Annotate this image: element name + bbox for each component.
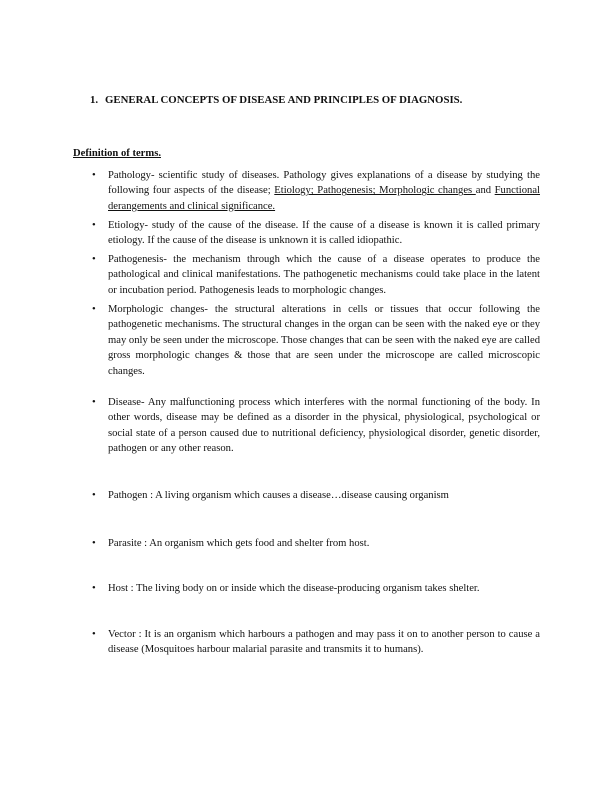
section-title: GENERAL CONCEPTS OF DISEASE AND PRINCIPLES OF DIAGNOSIS. — [105, 94, 463, 106]
item-text: Pathogenesis- the mechanism through which the cause of a disease operates to produce the pathological and clinical manifestations. The pathogenetic mechanisms could take place in the latent or incubation period. Pathogenesis leads to morphologic changes. — [108, 254, 540, 296]
underlined-text: Etiology; Pathogenesis; Morphologic changes — [274, 185, 476, 197]
item-text: Host : The living body on or inside which the disease-producing organism takes shelter. — [108, 583, 480, 594]
bullet-icon: • — [92, 629, 96, 640]
item-text: Disease- Any malfunctioning process which interferes with the normal functioning of the body. In other words, disease may be defined as a disorder in the physical, physiological, psychological or social state of a person caused due to nutritional deficiency, physiological disorder, genetic disorder, pathogen or any other reason. — [108, 397, 540, 455]
list-item — [92, 252, 540, 298]
item-text: Pathogen : A living organism which causes a disease…disease causing organism — [108, 490, 449, 501]
bullet-icon: • — [92, 304, 96, 315]
list-item — [92, 581, 540, 596]
bullet-icon: • — [92, 397, 96, 408]
bullet-icon: • — [92, 220, 96, 231]
section-number: 1. — [90, 94, 99, 106]
bullet-icon: • — [92, 170, 96, 181]
subheading: Definition of terms. — [73, 148, 161, 159]
item-text: Morphologic changes- the structural alterations in cells or tissues that occur following the pathogenetic mechanisms. The structural changes in the organ can be seen with the naked eye or they may only be seen under the microscope. Those changes that can be seen with the naked eye are called gross morphologic changes & those that are seen under the microscope are called microscopic changes. — [108, 304, 540, 377]
list-item — [92, 627, 540, 658]
list-item — [92, 488, 540, 503]
list-item — [92, 395, 540, 457]
underlined-text: Functional derangements and clinical significance. — [108, 185, 540, 212]
list-item-pathology — [92, 168, 540, 214]
bullet-icon: • — [92, 490, 96, 501]
item-text: Etiology- study of the cause of the disease. If the cause of a disease is known it is called primary etiology. If the cause of the disease is unknown it is called idiopathic. — [108, 220, 540, 247]
item-text: Pathology- scientific study of diseases. Pathology gives explanations of a disease by studying the following four aspects of the disease; — [108, 170, 540, 197]
item-text: Parasite : An organism which gets food and shelter from host. — [108, 538, 370, 549]
list-item — [92, 536, 540, 551]
bullet-icon: • — [92, 583, 96, 594]
item-text: Vector : It is an organism which harbours a pathogen and may pass it on to another person to cause a disease (Mosquitoes harbour malarial parasite and transmits it to humans). — [108, 629, 540, 656]
bullet-icon: • — [92, 254, 96, 265]
bullet-icon: • — [92, 538, 96, 549]
item-text: and — [475, 185, 495, 197]
list-item — [92, 302, 540, 379]
list-item — [92, 218, 540, 249]
section-heading — [90, 93, 462, 108]
